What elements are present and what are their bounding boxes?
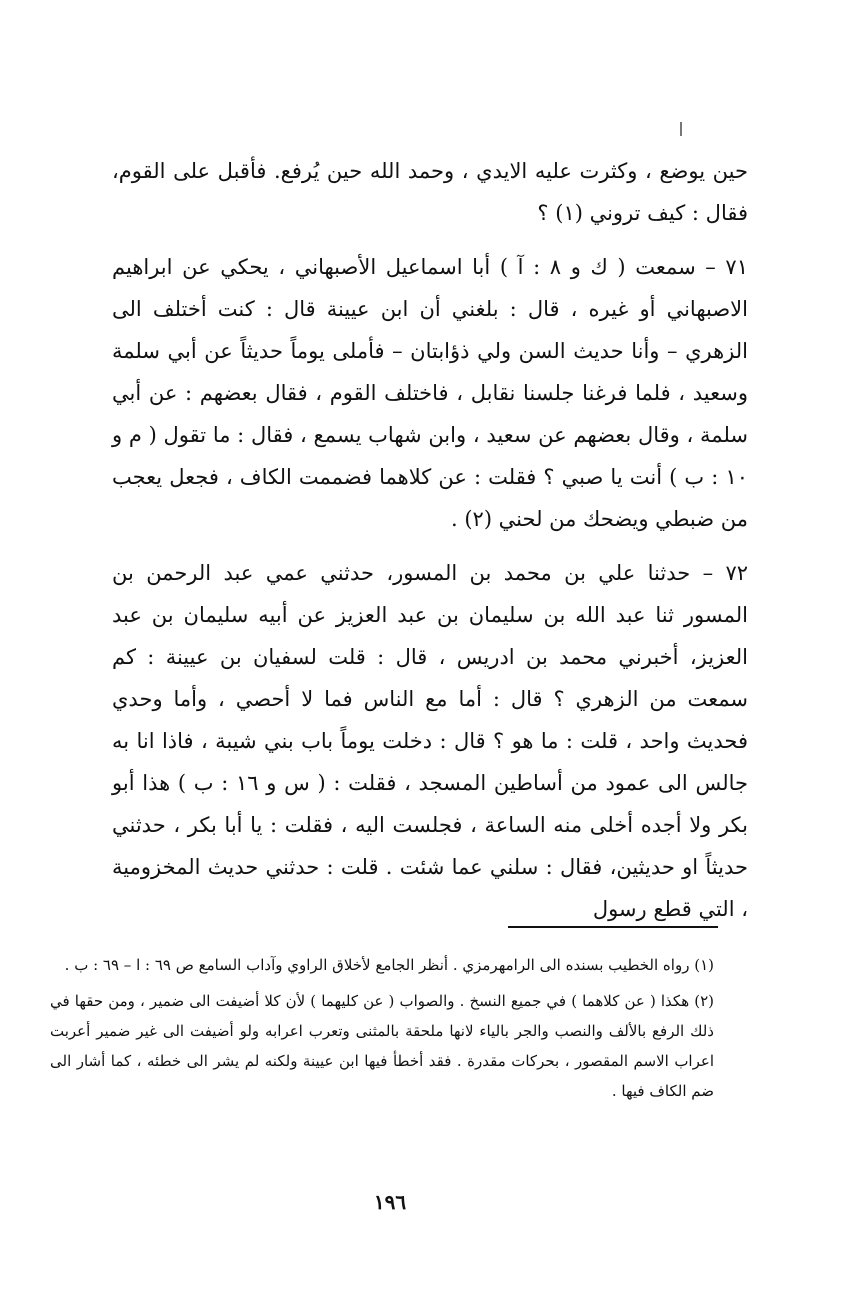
paragraph-71: ٧١ – سمعت ( ك و ٨ : آ ) أبا اسماعيل الأصبهاني ، يحكي عن ابراهيم الاصبهاني أو غيره ، قال : بلغني أن ابن عيينة قال : كنت أختلف الى الزهري – وأنا حديث السن ولي ذؤابتان – فأملى يوماً حديثاً عن أبي سلمة وسعيد ، فلما فرغنا جلسنا نقابل ، فاختلف القوم ، فقال بعضهم : عن أبي سلمة ، وقال بعضهم عن سعيد ، وابن شهاب يسمع ، فقال : ما تقول ( م و ١٠ : ب ) أنت يا صبي ؟ فقلت : عن كلاهما فضممت الكاف ، فجعل يعجب من ضبطي ويضحك من لحني (٢) . bbox=[112, 255, 748, 531]
footnote-2: (٢) هكذا ( عن كلاهما ) في جميع النسخ . والصواب ( عن كليهما ) لأن كلا أضيفت الى ضمير ، ومن حقها في ذلك الرفع بالألف والنصب والجر بالياء لانها ملحقة بالمثنى وتعرب اعرابه ولو أضيفت الى غير ضمير أعربت اعراب الاسم المقصور ، بحركات مقدرة . فقد أخطأ فيها ابن عيينة ولكنه لم يشر الى خطئه ، كما أشار الى ضم الكاف فيها . bbox=[50, 992, 714, 1100]
footnote-1: (١) رواه الخطيب بسنده الى الرامهرمزي . أنظر الجامع لأخلاق الراوي وآداب السامع ص ٦٩ : ا – ٦٩ : ب . bbox=[64, 956, 714, 974]
paragraph-continuation: حين يوضع ، وكثرت عليه الايدي ، وحمد الله حين يُرفع. فأقبل على القوم، فقال : كيف تروني (١) ؟ bbox=[112, 159, 748, 225]
main-text bbox=[112, 150, 748, 930]
page-number: ١٩٦ bbox=[373, 1190, 407, 1214]
footnotes bbox=[50, 950, 714, 1106]
margin-mark bbox=[680, 122, 682, 136]
footnote-separator bbox=[508, 926, 718, 928]
paragraph-72: ٧٢ – حدثنا علي بن محمد بن المسور، حدثني عمي عبد الرحمن بن المسور ثنا عبد الله بن سليمان بن عبد العزيز عن أبيه سليمان بن عبد العزيز، أخبرني محمد بن ادريس ، قال : قلت لسفيان بن عيينة : كم سمعت من الزهري ؟ قال : أما مع الناس فما لا أحصي ، وأما وحدي فحديث واحد ، قلت : ما هو ؟ قال : دخلت يوماً باب بني شيبة ، فاذا انا به جالس الى عمود من أساطين المسجد ، فقلت : ( س و ١٦ : ب ) هذا أبو بكر ولا أجده أخلى منه الساعة ، فجلست اليه ، فقلت : يا أبا بكر ، حدثني حديثاً او حديثين، فقال : سلني عما شئت . قلت : حدثني حديث المخزومية ، التي قطع رسول bbox=[112, 561, 749, 921]
